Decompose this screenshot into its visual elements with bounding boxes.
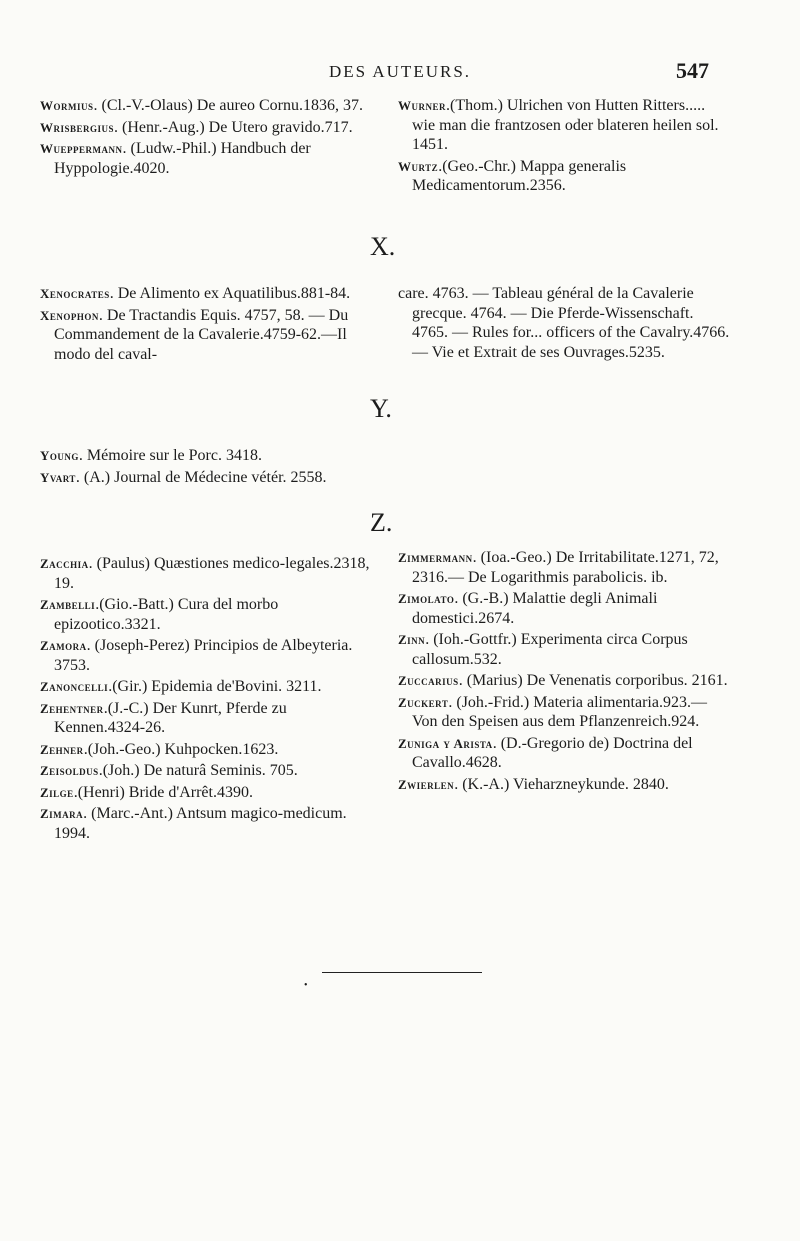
entry-text: . (Marius) De Venenatis corporibus. 2161. bbox=[458, 672, 728, 689]
entry-text: .(Joh.) De naturâ Seminis. 705. bbox=[98, 762, 298, 779]
index-entry bbox=[40, 96, 370, 116]
section-letter-x: X. bbox=[370, 232, 396, 261]
entry-text: . (D.-Gregorio de) Doctrina del Cavallo.4628. bbox=[412, 734, 693, 771]
author-name: Young bbox=[40, 448, 79, 463]
author-name: Zimmermann bbox=[398, 550, 473, 565]
z-left-column bbox=[40, 554, 370, 845]
entry-text: . (G.-B.) Malattie degli Animali domestici.2674. bbox=[412, 590, 658, 627]
index-entry bbox=[40, 554, 370, 593]
index-entry bbox=[398, 589, 730, 628]
index-entry bbox=[398, 630, 730, 669]
author-name: Zambelli bbox=[40, 597, 96, 612]
entry-text: . (Ioa.-Geo.) De Irritabilitate.1271, 72, 2316.— De Logarithmis parabolicis. ib. bbox=[412, 549, 719, 586]
index-entry bbox=[40, 118, 370, 138]
entry-text: .(Gio.-Batt.) Cura del morbo epizootico.3321. bbox=[54, 596, 279, 633]
stray-mark: • bbox=[304, 980, 308, 991]
entry-text: care. 4763. — Tableau général de la Cavalerie grecque. 4764. — Die Pferde-Wissenschaft. 4765. — Rules for... officers of the Cavalry.4766.— Vie et Extrait de ses Ouvrages.5235. bbox=[398, 285, 730, 361]
author-name: Wueppermann bbox=[40, 141, 123, 156]
index-entry bbox=[40, 740, 370, 760]
section-letter-y: Y. bbox=[370, 394, 392, 423]
index-entry bbox=[40, 468, 600, 488]
index-entry bbox=[398, 693, 730, 732]
author-name: Xenophon bbox=[40, 307, 99, 323]
entry-text: .(Thom.) Ulrichen von Hutten Ritters..... wie man die frantzosen oder blateren heilen sol. 1451. bbox=[412, 97, 719, 153]
index-entry bbox=[398, 548, 730, 587]
w-right-column bbox=[398, 96, 730, 198]
author-name: Zanoncelli bbox=[40, 679, 109, 694]
index-entry bbox=[398, 284, 730, 362]
entry-text: .(Henri) Bride d'Arrêt.4390. bbox=[73, 783, 253, 801]
index-entry bbox=[40, 761, 370, 781]
index-entry bbox=[40, 446, 600, 466]
index-entry bbox=[40, 284, 370, 304]
entry-text: . De Alimento ex Aquatilibus.881-84. bbox=[109, 285, 351, 302]
author-name: Zimolato bbox=[398, 591, 455, 606]
author-name: Zeisoldus bbox=[40, 763, 99, 778]
author-name: Zehner bbox=[40, 741, 84, 757]
author-name: Wurtz bbox=[398, 158, 439, 174]
index-entry bbox=[398, 157, 730, 196]
index-entry bbox=[398, 671, 730, 691]
entry-text: . (Joh.-Frid.) Materia alimentaria.923.—Von den Speisen aus dem Pflanzenreich.924. bbox=[412, 693, 707, 730]
entry-text: . (Cl.-V.-Olaus) De aureo Cornu.1836, 37. bbox=[93, 97, 363, 114]
page-number: 547 bbox=[676, 58, 709, 83]
index-entry bbox=[398, 734, 730, 773]
index-entry bbox=[398, 775, 730, 795]
author-name: Zwierlen bbox=[398, 776, 455, 792]
entry-text: .(Joh.-Geo.) Kuhpocken.1623. bbox=[83, 740, 279, 758]
author-name: Yvart bbox=[40, 469, 76, 485]
author-name: Zehentner bbox=[40, 700, 104, 716]
index-entry bbox=[40, 595, 370, 634]
author-name: Zacchia bbox=[40, 556, 89, 571]
entry-text: . Mémoire sur le Porc. 3418. bbox=[78, 447, 262, 464]
entry-text: . (Ludw.-Phil.) Handbuch der Hyppologie.4020. bbox=[54, 140, 311, 177]
author-name: Zuniga y Arista bbox=[398, 735, 493, 751]
author-name: Wurner bbox=[398, 98, 447, 113]
author-name: Zinn bbox=[398, 632, 426, 647]
author-name: Zuccarius bbox=[398, 673, 459, 688]
index-entry bbox=[398, 96, 730, 155]
entry-text: . (Joseph-Perez) Principios de Albeyteria. 3753. bbox=[54, 637, 353, 674]
section-letter-z: Z. bbox=[370, 508, 393, 537]
entry-text: . (A.) Journal de Médecine vétér. 2558. bbox=[75, 468, 327, 486]
entry-text: . (Marc.-Ant.) Antsum magico-medicum. 1994. bbox=[54, 805, 347, 842]
running-header: DES AUTEURS. bbox=[328, 62, 472, 81]
index-entry bbox=[40, 139, 370, 178]
entry-text: . De Tractandis Equis. 4757, 58. — Du Commandement de la Cavalerie.4759-62.—Il modo del caval- bbox=[54, 306, 349, 363]
author-name: Zamora bbox=[40, 638, 87, 653]
author-name: Zimara bbox=[40, 806, 84, 821]
index-entry bbox=[40, 677, 370, 697]
index-entry bbox=[40, 783, 370, 803]
entry-text: . (Henr.-Aug.) De Utero gravido.717. bbox=[114, 118, 353, 136]
entry-text: . (Paulus) Quæstiones medico-legales.2318, 19. bbox=[54, 555, 370, 592]
x-left-column bbox=[40, 284, 370, 366]
index-entry bbox=[40, 804, 370, 843]
footer-rule bbox=[322, 972, 482, 973]
x-right-column bbox=[398, 284, 730, 364]
entry-text: . (K.-A.) Vieharzneykunde. 2840. bbox=[454, 775, 669, 793]
entry-text: .(J.-C.) Der Kunrt, Pferde zu Kennen.4324-26. bbox=[54, 699, 287, 736]
author-name: Wormius bbox=[40, 98, 94, 113]
entry-text: .(Geo.-Chr.) Mappa generalis Medicamentorum.2356. bbox=[412, 157, 627, 194]
author-name: Xenocrates bbox=[40, 286, 110, 301]
y-column bbox=[40, 446, 600, 489]
author-name: Zilge bbox=[40, 784, 74, 800]
index-entry bbox=[40, 699, 370, 738]
entry-text: .(Gir.) Epidemia de'Bovini. 3211. bbox=[108, 678, 322, 695]
author-name: Zuckert bbox=[398, 694, 449, 710]
entry-text: . (Ioh.-Gottfr.) Experimenta circa Corpus callosum.532. bbox=[412, 631, 688, 668]
index-entry bbox=[40, 636, 370, 675]
z-right-column bbox=[398, 548, 730, 796]
author-name: Wrisbergius bbox=[40, 119, 115, 135]
index-entry bbox=[40, 306, 370, 365]
w-left-column bbox=[40, 96, 370, 180]
